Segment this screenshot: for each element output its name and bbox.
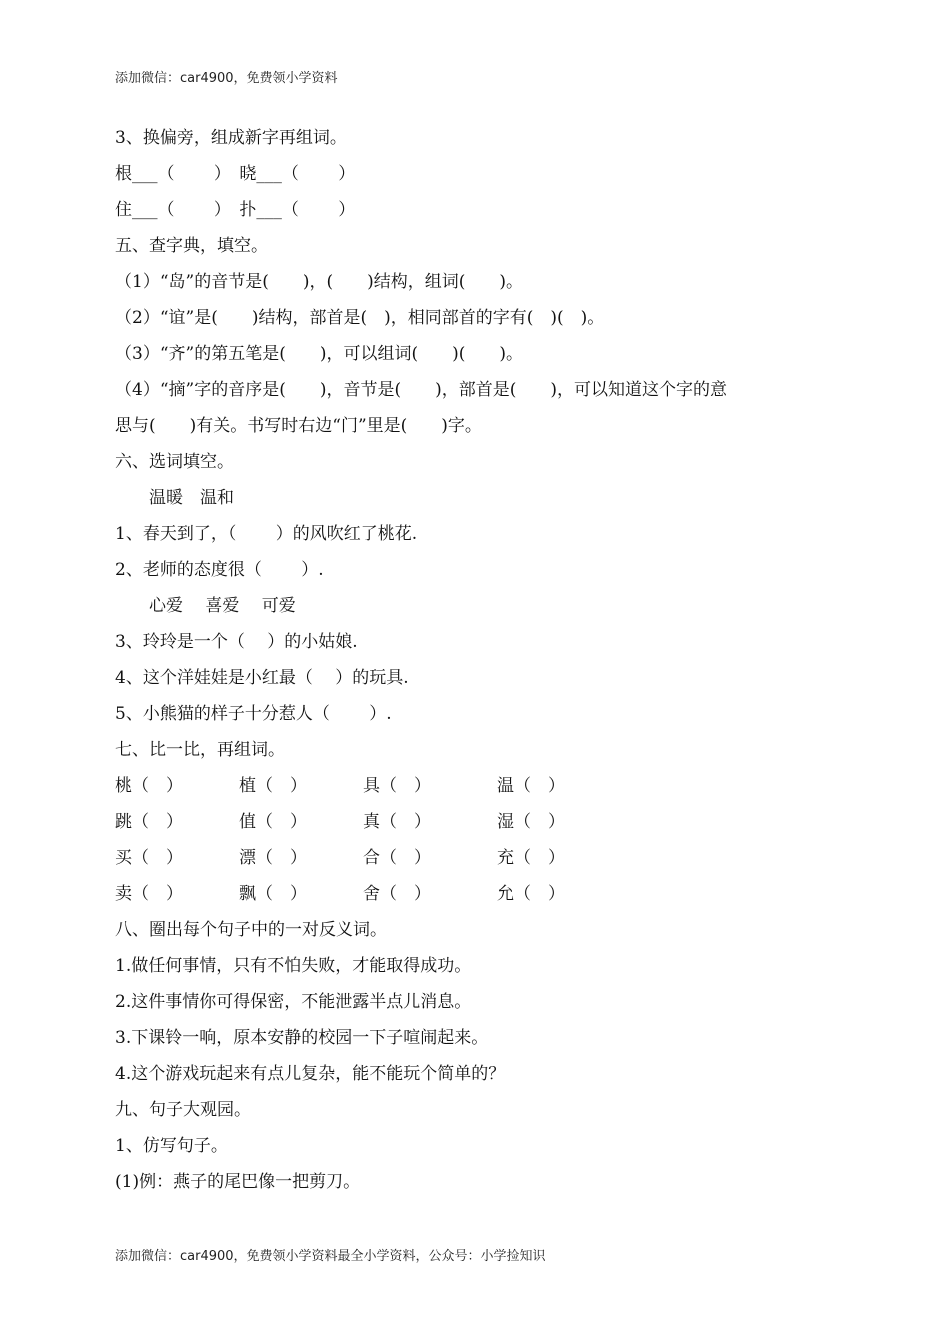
- fill-sentence-1: 1、春天到了，（ ）的风吹红了桃花.: [115, 524, 418, 544]
- compare-cell: 湿（ ）: [497, 812, 565, 832]
- fill-sentence-3: 3、玲玲是一个（ ）的小姑娘.: [115, 632, 358, 652]
- compare-cell: 真（ ）: [363, 812, 431, 832]
- section-7-title: 七、比一比，再组词。: [115, 740, 285, 760]
- compare-cell: 温（ ）: [497, 776, 565, 796]
- section-9-title: 九、句子大观园。: [115, 1100, 251, 1120]
- antonym-sentence-4: 4.这个游戏玩起来有点儿复杂，能不能玩个简单的？: [115, 1064, 506, 1084]
- word-choices-2: 心爱 喜爱 可爱: [115, 596, 296, 616]
- dict-question-3: （3）“齐”的第五笔是( )，可以组词( )( )。: [115, 344, 523, 364]
- compare-cell: 买（ ）: [115, 848, 183, 868]
- radical-row-2: 住___（ ） 扑___（ ）: [115, 200, 356, 220]
- compare-cell: 桃（ ）: [115, 776, 183, 796]
- imitate-title: 1、仿写句子。: [115, 1136, 228, 1156]
- compare-cell: 具（ ）: [363, 776, 431, 796]
- section-8-title: 八、圈出每个句子中的一对反义词。: [115, 920, 387, 940]
- section-3-title: 3、换偏旁，组成新字再组词。: [115, 128, 347, 148]
- word-choices-1: 温暖 温和: [115, 488, 234, 508]
- dict-question-1: （1）“岛”的音节是( )，( )结构，组词( )。: [115, 272, 523, 292]
- compare-cell: 飘（ ）: [239, 884, 307, 904]
- radical-row-1: 根___（ ） 晓___（ ）: [115, 164, 356, 184]
- page-footer: 添加微信：car4900，免费领小学资料最全小学资料，公众号：小学捡知识: [115, 1249, 546, 1264]
- compare-cell: 值（ ）: [239, 812, 307, 832]
- compare-cell: 合（ ）: [363, 848, 431, 868]
- imitate-example: (1)例：燕子的尾巴像一把剪刀。: [115, 1172, 361, 1192]
- compare-cell: 跳（ ）: [115, 812, 183, 832]
- compare-cell: 漂（ ）: [239, 848, 307, 868]
- section-5-title: 五、查字典，填空。: [115, 236, 268, 256]
- antonym-sentence-2: 2.这件事情你可得保密，不能泄露半点儿消息。: [115, 992, 472, 1012]
- antonym-sentence-1: 1.做任何事情，只有不怕失败，才能取得成功。: [115, 956, 472, 976]
- fill-sentence-4: 4、这个洋娃娃是小红最（ ）的玩具.: [115, 668, 409, 688]
- fill-sentence-5: 5、小熊猫的样子十分惹人（ ）.: [115, 704, 392, 724]
- page-header: 添加微信：car4900，免费领小学资料: [115, 71, 338, 86]
- dict-question-4-cont: 思与( )有关。书写时右边“门”里是( )字。: [115, 416, 482, 436]
- compare-cell: 充（ ）: [497, 848, 565, 868]
- compare-cell: 卖（ ）: [115, 884, 183, 904]
- dict-question-2: （2）“谊”是( )结构，部首是( )，相同部首的字有( )( )。: [115, 308, 605, 328]
- compare-cell: 允（ ）: [497, 884, 565, 904]
- compare-cell: 舍（ ）: [363, 884, 431, 904]
- dict-question-4: （4）“摘”字的音序是( )，音节是( )，部首是( )，可以知道这个字的意: [115, 380, 727, 400]
- fill-sentence-2: 2、老师的态度很（ ）.: [115, 560, 324, 580]
- compare-cell: 植（ ）: [239, 776, 307, 796]
- antonym-sentence-3: 3.下课铃一响，原本安静的校园一下子喧闹起来。: [115, 1028, 489, 1048]
- section-6-title: 六、选词填空。: [115, 452, 234, 472]
